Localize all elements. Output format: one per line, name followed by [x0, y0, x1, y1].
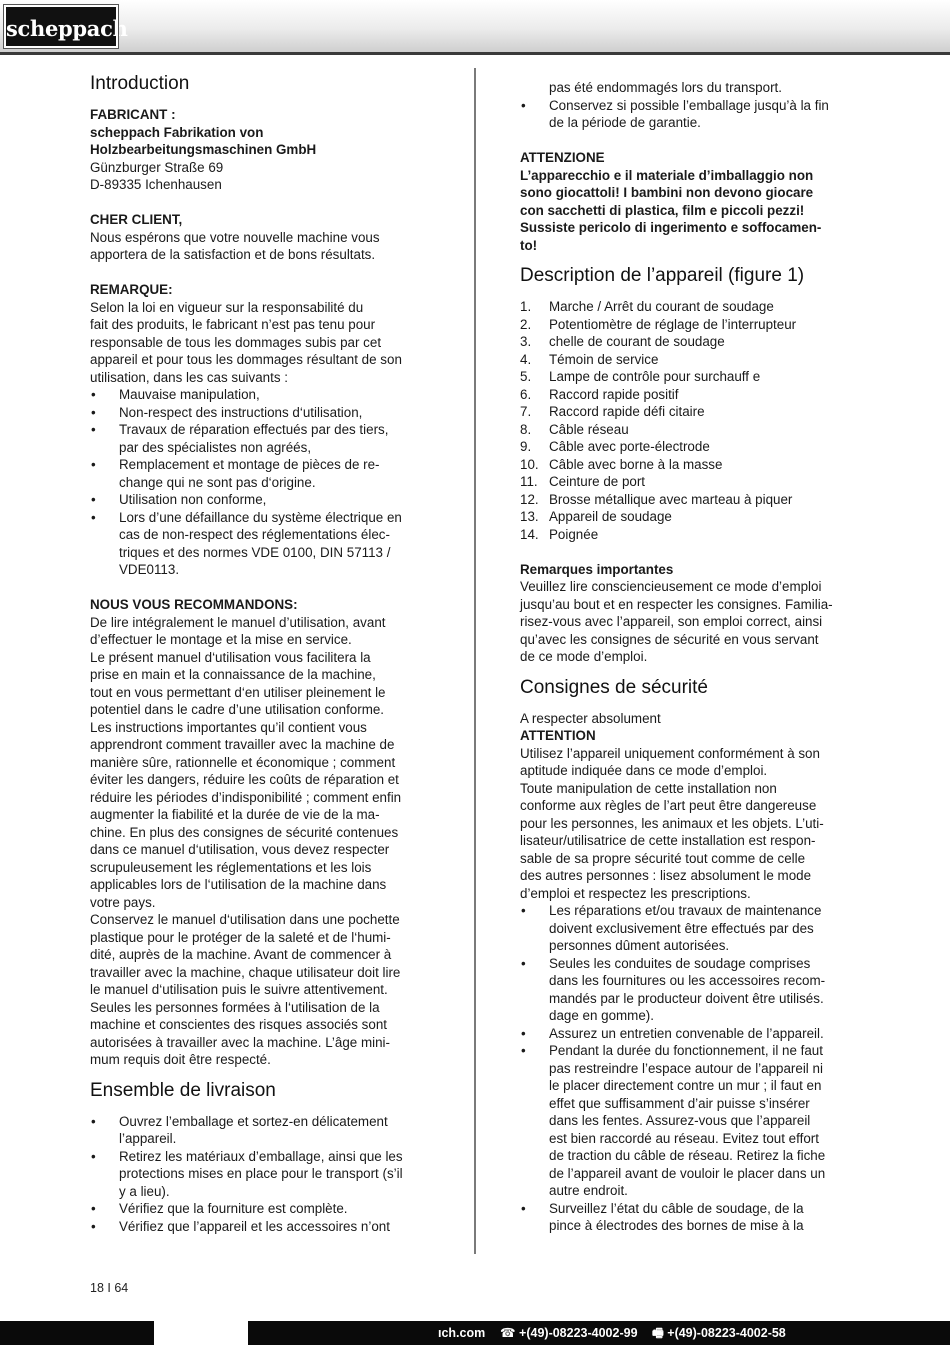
- text-line: utilisation, dans les cas suivants :: [90, 369, 288, 385]
- item-label: chelle de courant de soudage: [549, 334, 725, 349]
- bullet-marker: •: [91, 1113, 96, 1129]
- bullet-marker: •: [91, 1201, 96, 1216]
- text-line: prise en main et la connaissance de la machine,: [90, 667, 376, 682]
- item-label: Lampe de contrôle pour surchauff e: [549, 369, 761, 384]
- text-line: Utilisez l’appareil uniquement conformément à son: [520, 745, 820, 761]
- bullet-line: VDE0113.: [119, 562, 180, 577]
- text-line: responsable de tous les dommages subis par cet: [90, 334, 382, 350]
- manufacturer-label: FABRICANT :: [90, 107, 176, 122]
- text-line: potentiel dans le cadre d’une utilisation conforme.: [90, 702, 385, 717]
- item-label: Câble avec porte-électrode: [549, 439, 710, 454]
- right-column: [520, 79, 865, 1235]
- numbered-item: [520, 386, 865, 404]
- bullet-line: change qui ne sont pas d‘origine.: [119, 474, 316, 490]
- bullet-item: [90, 386, 438, 404]
- item-number: 4.: [520, 351, 532, 367]
- bullet-line: le placer directement contre un mur ; il faut en: [549, 1078, 822, 1093]
- bullet-line: de traction du câble de réseau. Retirez la fiche: [549, 1148, 826, 1163]
- numbered-item: [520, 438, 865, 456]
- bullet-marker: •: [521, 1025, 526, 1041]
- text-line: Selon la loi en vigueur sur la responsabilité du: [90, 299, 364, 315]
- numbered-item: [520, 333, 865, 351]
- footer-website[interactable]: ıch.com: [438, 1326, 486, 1340]
- item-label: Ceinture de port: [549, 474, 646, 489]
- text-line: apportera de la satisfaction et de bons résultats.: [90, 247, 376, 262]
- page-footer: [0, 1321, 950, 1345]
- bullet-line: dans les fournitures ou les accessoires recom-: [549, 973, 826, 988]
- bullet-line: Utilisation non conforme,: [119, 492, 267, 507]
- text-line: tout en vous permettant d‘en utiliser pleinement le: [90, 684, 386, 700]
- bullet-marker: •: [91, 492, 96, 507]
- bullet-line: Surveillez l’état du câble de soudage, de la: [549, 1200, 804, 1216]
- bullet-line: Seules les conduites de soudage comprises: [549, 955, 811, 971]
- remark-label: REMARQUE:: [90, 282, 173, 297]
- remarks-label: Remarques importantes: [520, 561, 674, 577]
- text-line: con sacchetti di plastica, film e piccoli pezzi!: [520, 202, 805, 218]
- address-line2: D-89335 Ichenhausen: [90, 177, 222, 192]
- bullet-marker: •: [91, 509, 96, 525]
- item-number: 5.: [520, 369, 532, 384]
- numbered-item: [520, 298, 865, 316]
- bullet-line: y a lieu).: [119, 1183, 170, 1199]
- delivery-title: Ensemble de livraison: [90, 1079, 276, 1101]
- bullet-marker: •: [91, 404, 96, 420]
- bullet-marker: •: [521, 903, 526, 918]
- bullet-marker: •: [521, 1200, 526, 1216]
- item-number: 14.: [520, 526, 539, 542]
- bullet-line: Ouvrez l’emballage et sortez-en délicatement: [119, 1113, 388, 1129]
- bullet-marker: •: [91, 1148, 96, 1164]
- numbered-item: [520, 526, 865, 544]
- text-line: Sussiste pericolo di ingerimento e soffocamen-: [520, 220, 822, 235]
- bullet-item: [90, 491, 438, 509]
- text-line: de ce mode d’emploi.: [520, 649, 648, 664]
- delivery-continuation: pas été endommagés lors du transport.: [549, 80, 782, 95]
- item-number: 8.: [520, 421, 532, 437]
- safety-title: Consignes de sécurité: [520, 676, 708, 698]
- bullet-line: dage en gomme).: [549, 1008, 654, 1023]
- text-line: sono giocattoli! I bambini non devono giocare: [520, 185, 814, 200]
- text-line: fait des produits, le fabricant n’est pas tenu pour: [90, 317, 376, 332]
- item-label: Poignée: [549, 526, 599, 542]
- manufacturer-name-line1: scheppach Fabrikation von: [90, 124, 264, 140]
- text-line: jusqu’au bout et en respecter les consignes. Familia-: [520, 596, 833, 612]
- text-line: machine et conscientes des risques associés sont: [90, 1017, 387, 1032]
- text-line: chine. En plus des consignes de sécurité contenues: [90, 824, 399, 840]
- bullet-line: par des spécialistes non agréés,: [119, 439, 312, 455]
- page-number: 18 I 64: [90, 1281, 129, 1295]
- text-line: sable de sa propre sécurité tout comme de celle: [520, 850, 806, 866]
- safety-text: [520, 745, 865, 903]
- bullet-item: [90, 404, 438, 422]
- text-line: apprendront comment travailler avec la machine de: [90, 737, 395, 752]
- text-line: dité, auprès de la machine. Avant de commencer à: [90, 947, 392, 962]
- bullet-item: [90, 421, 438, 456]
- item-number: 12.: [520, 491, 539, 507]
- footer-bar-right: [248, 1321, 950, 1345]
- attention-text: [520, 167, 865, 255]
- item-number: 2.: [520, 316, 532, 332]
- text-line: appareil et pour tous les dommages résultant de son: [90, 352, 402, 367]
- column-divider: [474, 68, 476, 1254]
- bullet-line: l’appareil.: [119, 1131, 177, 1146]
- text-line: dans ce manuel d‘utilisation, vous devez respecter: [90, 842, 390, 857]
- text-line: to!: [520, 237, 538, 253]
- text-line: plastique pour le protéger de la saleté et de l‘humi-: [90, 929, 391, 945]
- intro-title: Introduction: [90, 73, 190, 94]
- left-column: [90, 72, 438, 1235]
- bullet-line: Remplacement et montage de pièces de re-: [119, 457, 380, 472]
- bullet-line: mandés par le producteur doivent être utilisés.: [549, 990, 824, 1006]
- text-line: Toute manipulation de cette installation non: [520, 780, 777, 796]
- bullet-line: triques et des normes VDE 0100, DIN 57113 /: [119, 544, 391, 560]
- scheppach-logo: scheppach: [4, 5, 118, 48]
- description-list: [520, 298, 865, 543]
- text-line: Les instructions importantes qu’il contient vous: [90, 719, 367, 735]
- bullet-item: [520, 1200, 865, 1235]
- text-line: des autres personnes : lisez absolument le mode: [520, 868, 812, 883]
- item-number: 6.: [520, 386, 532, 402]
- bullet-item: [520, 902, 865, 955]
- bullet-item: [90, 509, 438, 579]
- bullet-item: [520, 955, 865, 1025]
- safety-bullet-list: [520, 902, 865, 1235]
- attention-label: ATTENZIONE: [520, 150, 605, 165]
- text-line: Le présent manuel d‘utilisation vous facilitera la: [90, 649, 371, 665]
- text-line: autorisées à travailler avec la machine. L’âge mini-: [90, 1034, 390, 1050]
- bullet-line: Retirez les matériaux d’emballage, ainsi que les: [119, 1148, 403, 1164]
- text-line: scrupuleusement les réglementations et les lois: [90, 859, 372, 875]
- item-label: Raccord rapide défi citaire: [549, 404, 705, 419]
- bullet-line: Vérifiez que l’appareil et les accessoires n’ont: [119, 1218, 390, 1234]
- numbered-item: [520, 508, 865, 526]
- bullet-line: pince à électrodes des bornes de mise à la: [549, 1218, 804, 1233]
- bullet-line: est bien raccordé au réseau. Evitez tout effort: [549, 1130, 819, 1146]
- bullet-line: dans les fentes. Assurez-vous que l’appareil: [549, 1113, 811, 1128]
- item-number: 9.: [520, 439, 532, 454]
- bullet-line: Assurez un entretien convenable de l’appareil.: [549, 1025, 824, 1041]
- safety-subtitle: A respecter absolument: [520, 710, 661, 726]
- numbered-item: [520, 368, 865, 386]
- footer-bar-left: [0, 1321, 154, 1345]
- text-line: augmenter la fiabilité et la durée de vie de la ma-: [90, 807, 380, 822]
- bullet-marker: •: [521, 97, 526, 113]
- item-label: Câble avec borne à la masse: [549, 456, 723, 472]
- text-line: qu’avec les consignes de sécurité en vous servant: [520, 631, 819, 647]
- numbered-item: [520, 403, 865, 421]
- text-line: éviter les dangers, réduire les coûts de réparation et: [90, 772, 399, 787]
- bullet-line: Conservez si possible l’emballage jusqu’à la fin: [549, 97, 829, 113]
- bullet-line: Mauvaise manipulation,: [119, 387, 260, 402]
- bullet-item: [90, 456, 438, 491]
- bullet-line: protections mises en place pour le transport (s’il: [119, 1166, 403, 1181]
- item-number: 3.: [520, 334, 532, 349]
- text-line: mum requis doit être respecté.: [90, 1052, 271, 1067]
- numbered-item: [520, 491, 865, 509]
- bullet-line: Travaux de réparation effectués par des tiers,: [119, 422, 389, 437]
- text-line: Nous espérons que votre nouvelle machine vous: [90, 229, 380, 245]
- text-line: votre pays.: [90, 894, 156, 910]
- text-line: aptitude indiquée dans ce mode d’emploi.: [520, 763, 768, 778]
- bullet-item: [520, 97, 865, 132]
- bullet-line: Vérifiez que la fourniture est complète.: [119, 1201, 348, 1216]
- bullet-line: personnes dûment autorisées.: [549, 938, 730, 953]
- text-line: Veuillez lire consciencieusement ce mode d’emploi: [520, 579, 822, 594]
- text-line: manière sûre, rationnelle et économique ; comment: [90, 754, 396, 770]
- text-line: pour les personnes, les animaux et les objets. L’uti-: [520, 815, 824, 831]
- recommend-label: NOUS VOUS RECOMMANDONS:: [90, 597, 298, 612]
- bullet-item: [90, 1113, 438, 1148]
- client-text: [90, 229, 438, 264]
- text-line: d’emploi et respectez les prescriptions.: [520, 885, 751, 901]
- bullet-line: Lors d’une défaillance du système électrique en: [119, 509, 402, 525]
- bullet-item: [90, 1218, 438, 1236]
- bullet-line: autre endroit.: [549, 1183, 628, 1198]
- footer-fax: 🖷 +(49)-08223-4002-58: [652, 1326, 786, 1340]
- item-label: Marche / Arrêt du courant de soudage: [549, 299, 774, 314]
- bullet-line: cas de non-respect des réglementations élec-: [119, 527, 390, 542]
- bullet-line: Les réparations et/ou travaux de maintenance: [549, 903, 822, 918]
- text-line: Conservez le manuel d‘utilisation dans une pochette: [90, 912, 400, 927]
- item-label: Appareil de soudage: [549, 509, 672, 524]
- address-line1: Günzburger Straße 69: [90, 159, 224, 175]
- bullet-line: de la période de garantie.: [549, 115, 701, 130]
- text-line: travailler avec la machine, chaque utilisateur doit lire: [90, 964, 401, 980]
- bullet-marker: •: [91, 1218, 96, 1234]
- text-line: Seules les personnes formées à l‘utilisation de la: [90, 999, 380, 1015]
- page-header: [0, 0, 950, 55]
- numbered-item: [520, 473, 865, 491]
- bullet-line: Non-respect des instructions d‘utilisation,: [119, 404, 363, 420]
- bullet-line: doivent exclusivement être effectués par des: [549, 920, 814, 936]
- item-number: 1.: [520, 299, 532, 314]
- text-line: risez-vous avec l’appareil, son emploi correct, ainsi: [520, 614, 823, 629]
- bullet-item: [520, 1042, 865, 1200]
- item-number: 7.: [520, 404, 532, 419]
- remarks-text: [520, 578, 865, 666]
- bullet-marker: •: [91, 457, 96, 472]
- bullet-marker: •: [521, 955, 526, 971]
- bullet-item: [520, 1025, 865, 1043]
- bullet-marker: •: [91, 422, 96, 437]
- text-line: lisateur/utilisatrice de cette installation est respon-: [520, 833, 816, 848]
- item-number: 13.: [520, 509, 539, 524]
- safety-attention: ATTENTION: [520, 728, 596, 743]
- bullet-line: effet que suffisamment d’air puisse s’insérer: [549, 1095, 810, 1111]
- item-label: Brosse métallique avec marteau à piquer: [549, 491, 793, 507]
- bullet-line: pas restreindre l’espace autour de l’appareil ni: [549, 1060, 823, 1076]
- numbered-item: [520, 421, 865, 439]
- delivery-bullet-list: [90, 1113, 438, 1236]
- bullet-line: de l’appareil avant de vouloir le placer dans un: [549, 1165, 826, 1181]
- numbered-item: [520, 351, 865, 369]
- bullet-item: [90, 1148, 438, 1201]
- item-label: Témoin de service: [549, 351, 659, 367]
- recommend-text: [90, 614, 438, 1069]
- item-number: 10.: [520, 456, 539, 472]
- bullet-item: [90, 1200, 438, 1218]
- numbered-item: [520, 316, 865, 334]
- description-title: Description de l’appareil (figure 1): [520, 265, 805, 286]
- item-label: Câble réseau: [549, 421, 629, 437]
- text-line: le manuel d‘utilisation puis le suivre attentivement.: [90, 982, 388, 997]
- remark-text: [90, 299, 438, 387]
- text-line: réduire les périodes d’indisponibilité ; comment enfin: [90, 789, 402, 805]
- manufacturer-name-line2: Holzbearbeitungsmaschinen GmbH: [90, 142, 317, 157]
- bullet-marker: •: [521, 1043, 526, 1058]
- text-line: applicables lors de l‘utilisation de la machine dans: [90, 877, 387, 892]
- text-line: De lire intégralement le manuel d’utilisation, avant: [90, 614, 386, 630]
- remark-bullet-list: [90, 386, 438, 579]
- text-line: d’effectuer le montage et la mise en service.: [90, 632, 352, 647]
- item-number: 11.: [520, 474, 538, 489]
- bullet-marker: •: [91, 387, 96, 402]
- numbered-item: [520, 456, 865, 474]
- item-label: Raccord rapide positif: [549, 386, 679, 402]
- client-label: CHER CLIENT,: [90, 212, 183, 227]
- footer-phone: ☎ +(49)-08223-4002-99: [500, 1326, 638, 1340]
- text-line: conforme aux règles de l’art peut être dangereuse: [520, 798, 817, 813]
- bullet-line: Pendant la durée du fonctionnement, il ne faut: [549, 1043, 823, 1058]
- item-label: Potentiomètre de réglage de l’interrupteur: [549, 316, 797, 332]
- text-line: L’apparecchio e il materiale d’imballaggio non: [520, 167, 814, 183]
- delivery-bullet-5: [520, 97, 865, 132]
